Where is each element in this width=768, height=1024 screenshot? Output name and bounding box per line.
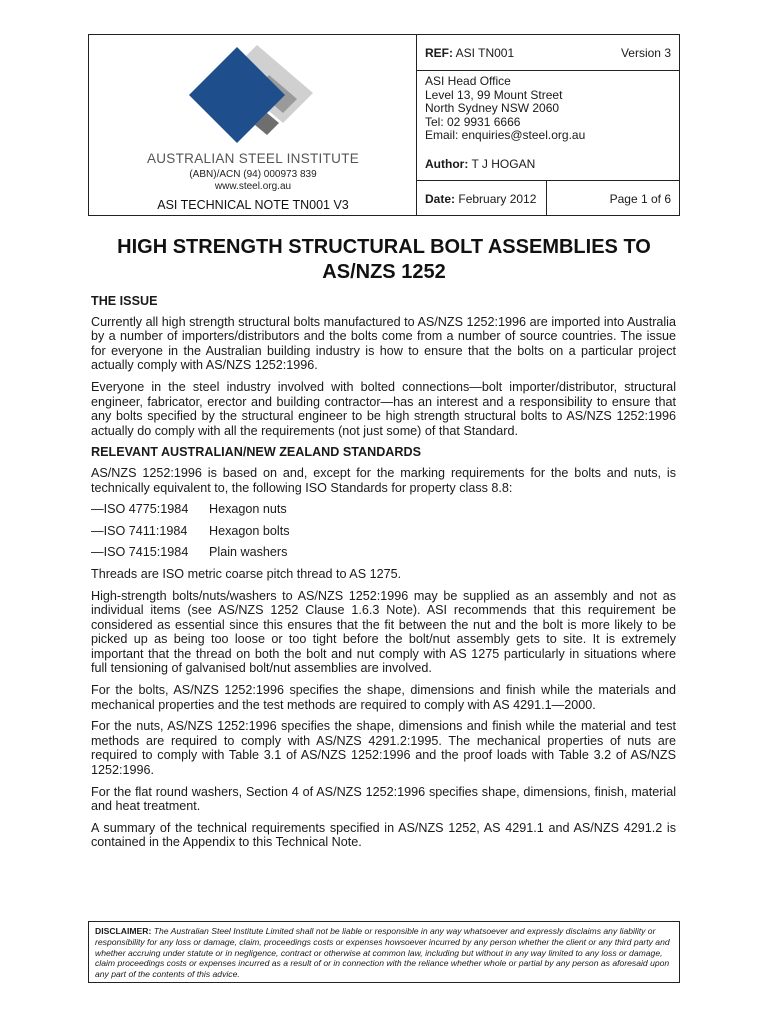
- address-line: Email: enquiries@steel.org.au: [425, 128, 586, 142]
- page-number: Page 1 of 6: [609, 192, 671, 206]
- author-value: T J HOGAN: [471, 157, 536, 171]
- disclaimer-text: The Australian Steel Institute Limited shall not be liable or responsible in any way whatsoever and expressly disclaims any liability or responsibility for any loss or damage, claim, proceedings costs or expenses howsoever incurred by any person whether the client or any third party and whether accruing under statute or in negligence, contract or otherwise at common law, including but without in any way limited to any loss or damage, claim proceedings costs or expenses incurred as a result of or in connection with the reliance whether whole or partial by any person as aforesaid upon any part of the contents of this advice.: [95, 926, 670, 980]
- ref-label: REF:: [425, 46, 453, 60]
- info-cell: [417, 35, 679, 215]
- section-heading: RELEVANT AUSTRALIAN/NEW ZEALAND STANDARDS: [91, 445, 421, 460]
- paragraph: Everyone in the steel industry involved with bolted connections—bolt importer/distributor, structural engineer, fabricator, erector and building contractor—has an interest and a responsibility to ensure that any bolts specified by the structural engineer to be high strength structural bolts to AS/NZS 1252:1996 actually do comply with all the requirements (not just some) of that Standard.: [91, 379, 676, 438]
- technical-note-id: ASI TECHNICAL NOTE TN001 V3: [157, 198, 349, 212]
- address-line: Tel: 02 9931 6666: [425, 114, 521, 129]
- section-heading: THE ISSUE: [91, 294, 158, 308]
- author-label: Author:: [425, 157, 469, 171]
- date-row: [417, 181, 679, 215]
- date-value: February 2012: [458, 192, 537, 206]
- title-line: AS/NZS 1252: [322, 261, 446, 283]
- standard-item: [91, 545, 676, 560]
- paragraph: AS/NZS 1252:1996 is based on and, except for the marking requirements for the bolts and nuts, is technically equivalent to, the following ISO Standards for property class 8.8:: [91, 465, 676, 495]
- paragraph: Currently all high strength structural bolts manufactured to AS/NZS 1252:1996 are imported into Australia by a number of importers/distributors and the bolts come from a number of source countries. The issue for everyone in the Australian building industry is how to ensure that the bolts on a particular project actually comply with AS/NZS 1252:1996.: [91, 314, 676, 373]
- standard-item: [91, 502, 676, 517]
- ref-value: ASI TN001: [455, 46, 515, 60]
- abn: (ABN)/ACN (94) 000973 839: [189, 169, 317, 180]
- logo-cell: [89, 35, 417, 215]
- paragraph: For the flat round washers, Section 4 of AS/NZS 1252:1996 specifies shape, dimensions, finish, material and heat treatment.: [91, 784, 676, 814]
- address-line: Level 13, 99 Mount Street: [425, 87, 563, 102]
- document-title: [88, 235, 680, 285]
- disclaimer-label: DISCLAIMER:: [95, 926, 152, 936]
- version: Version 3: [620, 46, 671, 60]
- standard-code: —ISO 7415:1984: [91, 545, 189, 560]
- author-row: [417, 145, 679, 181]
- paragraph: Threads are ISO metric coarse pitch thread to AS 1275.: [91, 566, 402, 581]
- standard-name: Hexagon nuts: [209, 502, 287, 517]
- org-name: AUSTRALIAN STEEL INSTITUTE: [146, 151, 360, 166]
- standard-item: [91, 524, 676, 539]
- address: [425, 75, 585, 143]
- standard-name: Hexagon bolts: [209, 523, 290, 538]
- document-header: [88, 34, 680, 216]
- date-label: Date:: [425, 192, 456, 206]
- address-line: North Sydney NSW 2060: [425, 101, 560, 115]
- paragraph: A summary of the technical requirements specified in AS/NZS 1252, AS 4291.1 and AS/NZS 4291.2 is contained in the Appendix to this Technical Note.: [91, 820, 676, 850]
- paragraph: High-strength bolts/nuts/washers to AS/NZS 1252:1996 may be supplied as an assembly and not as individual items (see AS/NZS 1252 Clause 1.6.3 Note). ASI recommends that this requirement be considered as essential since this ensures that the fit between the nut and the bolt is more likely to be picked up as being too loose or too tight before the bolt/nut assembly gets to site. It is extremely important that the thread on both the bolt and nut comply with AS 1275 particularly in situations where full tensioning of galvanised bolt/nut assemblies are involved.: [91, 588, 676, 676]
- disclaimer-box: [88, 921, 680, 983]
- document-body: [91, 294, 676, 857]
- ref-row: [417, 35, 679, 71]
- title-line: HIGH STRENGTH STRUCTURAL BOLT ASSEMBLIES TO: [117, 236, 651, 258]
- paragraph: For the nuts, AS/NZS 1252:1996 specifies the shape, dimensions and finish while the material and test methods are required to comply with AS/NZS 4291.2:1995. The mechanical properties of nuts are required to comply with Table 3.1 of AS/NZS 1252:1996 and the proof loads with Table 3.2 of AS/NZS 1252:1996.: [91, 719, 676, 778]
- asi-logo-icon: [187, 41, 317, 151]
- standard-code: —ISO 7411:1984: [91, 523, 188, 538]
- standard-code: —ISO 4775:1984: [91, 502, 189, 517]
- standard-name: Plain washers: [209, 545, 288, 560]
- address-line: ASI Head Office: [425, 74, 511, 88]
- paragraph: For the bolts, AS/NZS 1252:1996 specifies the shape, dimensions and finish while the materials and mechanical properties and the test methods are required to comply with AS 4291.1—2000.: [91, 683, 676, 712]
- website: www.steel.org.au: [214, 181, 292, 192]
